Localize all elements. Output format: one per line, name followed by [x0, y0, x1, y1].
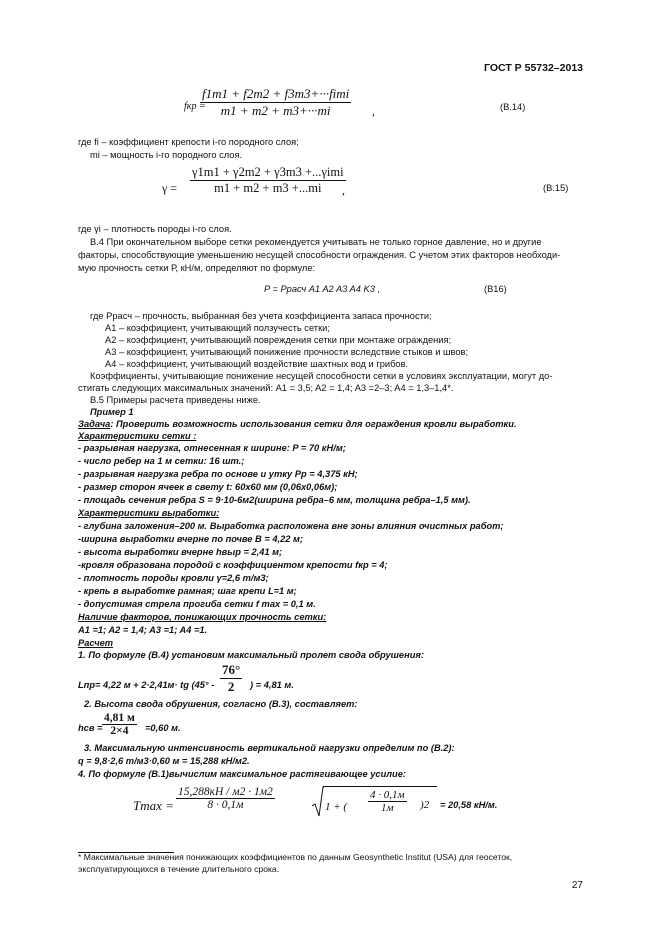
sqrt-inner-denominator: 1м: [381, 802, 394, 814]
coef-para-line-2: стигать следующих максимальных значений: A1 = 3,5; A2 = 1,4; A3 =2–3; A4 = 1,3–1,4*.: [78, 383, 454, 393]
formula-b14-fraction: [200, 86, 351, 119]
work-header: Характеристики выработки:: [78, 508, 220, 518]
formula-b16: P = Pрасч A1 A2 A3 A4 K3 ,: [264, 284, 381, 294]
b5-line: В.5 Примеры расчета приведены ниже.: [90, 395, 261, 405]
document-id: ГОСТ Р 55732–2013: [484, 62, 583, 74]
factors-values: A1 =1; A2 = 1,4; A3 =1; A4 =1.: [78, 625, 208, 635]
tmax-lhs: Tmax =: [133, 798, 174, 813]
hsv-rhs: =0,60 м.: [145, 723, 181, 733]
lpr-fraction: [220, 662, 242, 695]
formula-b15-numerator: γ1m1 + γ2m2 + γ3m3 +...γimi: [192, 165, 344, 179]
example-title: Пример 1: [90, 407, 134, 417]
where-p-line: где Pрасч – прочность, выбранная без учета коэффициента запаса прочности;: [90, 311, 432, 321]
net-item: - размер сторон ячеек в свету t: 60х60 мм (0,06х0,06м);: [78, 482, 338, 492]
b4-line-3: мую прочность сетки Р, кН/м, определяют по формуле:: [78, 263, 316, 273]
b4-line-2: факторы, способствующие уменьшению несущей способности ограждения. С учетом этих факторов необходи-: [78, 250, 561, 260]
formula-b14-tail: ,: [372, 104, 375, 118]
task-label: Задача: [78, 419, 111, 429]
task-line: [78, 419, 517, 429]
where-a3-line: A3 – коэффициент, учитывающий понижение прочности вследствие стыков и швов;: [105, 347, 469, 357]
lpr-lhs: Lпр= 4,22 м + 2·2,41м· tg (45° -: [78, 680, 215, 690]
formula-b15-lhs: γ =: [162, 181, 178, 195]
calc-step-3: 3. Максимальную интенсивность вертикальной нагрузки определим по (В.2):: [84, 743, 455, 753]
sqrt-overline: [323, 786, 437, 787]
net-item: - разрывная нагрузка, отнесенная к ширине: P = 70 кН/м;: [78, 443, 346, 453]
factors-header: Наличие факторов, понижающих прочность сетки:: [78, 612, 327, 622]
work-item: - высота выработки вчерне hвыр = 2,41 м;: [78, 547, 283, 557]
where-gamma-line: где γi – плотность породы i-го слоя.: [78, 224, 232, 234]
tmax-numerator: 15,288кН / м2 · 1м2: [178, 786, 273, 798]
hsv-numerator: 4,81 м: [104, 712, 135, 724]
formula-b15-denominator: m1 + m2 + m3 +...mi: [214, 181, 322, 195]
sqrt-inner-numerator: 4 · 0,1м: [370, 789, 405, 801]
sqrt-post: )2: [420, 799, 430, 811]
formula-b15-label: (B.15): [543, 183, 569, 193]
q-line: q = 9,8·2,6 т/м3·0,60 м = 15,288 кН/м2.: [78, 756, 250, 766]
where-f-line: где fi – коэффициент крепости i-го породного слоя;: [78, 137, 299, 147]
where-m-line: mi – мощность i-го породного слоя.: [90, 150, 243, 160]
lpr-denominator: 2: [227, 679, 235, 694]
work-item: - плотность породы кровли γ=2,6 т/м3;: [78, 573, 269, 583]
formula-b14-numerator: f1m1 + f2m2 + f3m3+···fimi: [202, 86, 350, 101]
net-item: - разрывная нагрузка ребра по основе и утку Pр = 4,375 кН;: [78, 469, 358, 479]
b4-line-1: В.4 При окончательном выборе сетки рекомендуется учитывать не только горное давление, но и другие: [90, 237, 542, 247]
where-a2-line: A2 – коэффициент, учитывающий повреждения сетки при монтаже ограждения;: [105, 335, 452, 345]
coef-para-line-1: Коэффициенты, учитывающие понижение несущей способности сетки в условиях эксплуатации, могут до-: [90, 371, 553, 381]
footnote-line-1: * Максимальные значения понижающих коэффициентов по данным Geosynthetic Institut (USA) для геосеток,: [78, 852, 513, 862]
net-item: - площадь сечения ребра S = 9·10-6м2(ширина ребра–6 мм, толщина ребра–1,5 мм).: [78, 495, 471, 505]
sqrt-pre: 1 + (: [325, 801, 348, 813]
work-item: - глубина заложения–200 м. Выработка расположена вне зоны влияния очистных работ;: [78, 521, 504, 531]
work-item: -ширина выработки вчерне по почве B = 4,22 м;: [78, 534, 303, 544]
lpr-rhs: ) = 4,81 м.: [250, 680, 294, 690]
tmax-fraction: [176, 786, 275, 811]
formula-b15-fraction: [190, 165, 346, 196]
task-text: : Проверить возможность использования сетки для ограждения кровли выработки.: [110, 419, 517, 429]
net-item: - число ребер на 1 м сетки: 16 шт.;: [78, 456, 245, 466]
lpr-numerator: 76°: [222, 662, 241, 677]
net-header: Характеристики сетки :: [78, 431, 197, 441]
where-a1-line: A1 – коэффициент, учитывающий ползучесть сетки;: [105, 323, 330, 333]
page-number: 27: [571, 880, 583, 891]
calc-step-4: 4. По формуле (В.1)вычислим максимальное растягивающее усилие:: [78, 769, 406, 779]
hsv-denominator: 2×4: [110, 725, 129, 737]
calc-step-2: 2. Высота свода обрушения, согласно (В.3), составляет:: [84, 699, 358, 709]
formula-b15-tail: ,: [342, 183, 345, 197]
hsv-lhs: hсв =: [78, 723, 103, 733]
calc-header: Расчет: [78, 638, 114, 648]
sqrt-sign-icon: [312, 786, 324, 818]
tmax-denominator: 8 · 0,1м: [207, 799, 244, 811]
work-item: - допустимая стрела прогиба сетки f max = 0,1 м.: [78, 599, 316, 609]
work-item: - крепь в выработке рамная; шаг крепи L=1 м;: [78, 586, 297, 596]
formula-b14-label: (B.14): [500, 102, 526, 112]
footnote-line-2: эксплуатирующихся в течение длительного срока.: [78, 864, 280, 874]
formula-b14-lhs: fкр =: [184, 101, 206, 112]
formula-b14-denominator: m1 + m2 + m3+···mi: [220, 103, 331, 118]
formula-b16-label: (B16): [484, 284, 507, 294]
sqrt-inner-fraction: [368, 789, 407, 814]
work-item: -кровля образована породой с коэффициентом крепости fкр = 4;: [78, 560, 388, 570]
calc-step-1: 1. По формуле (В.4) установим максимальный пролет свода обрушения:: [78, 650, 424, 660]
where-a4-line: A4 – коэффициент, учитывающий воздействие шахтных вод и грибов.: [105, 359, 409, 369]
tmax-result: = 20,58 кН/м.: [440, 800, 498, 810]
hsv-fraction: [102, 712, 137, 737]
